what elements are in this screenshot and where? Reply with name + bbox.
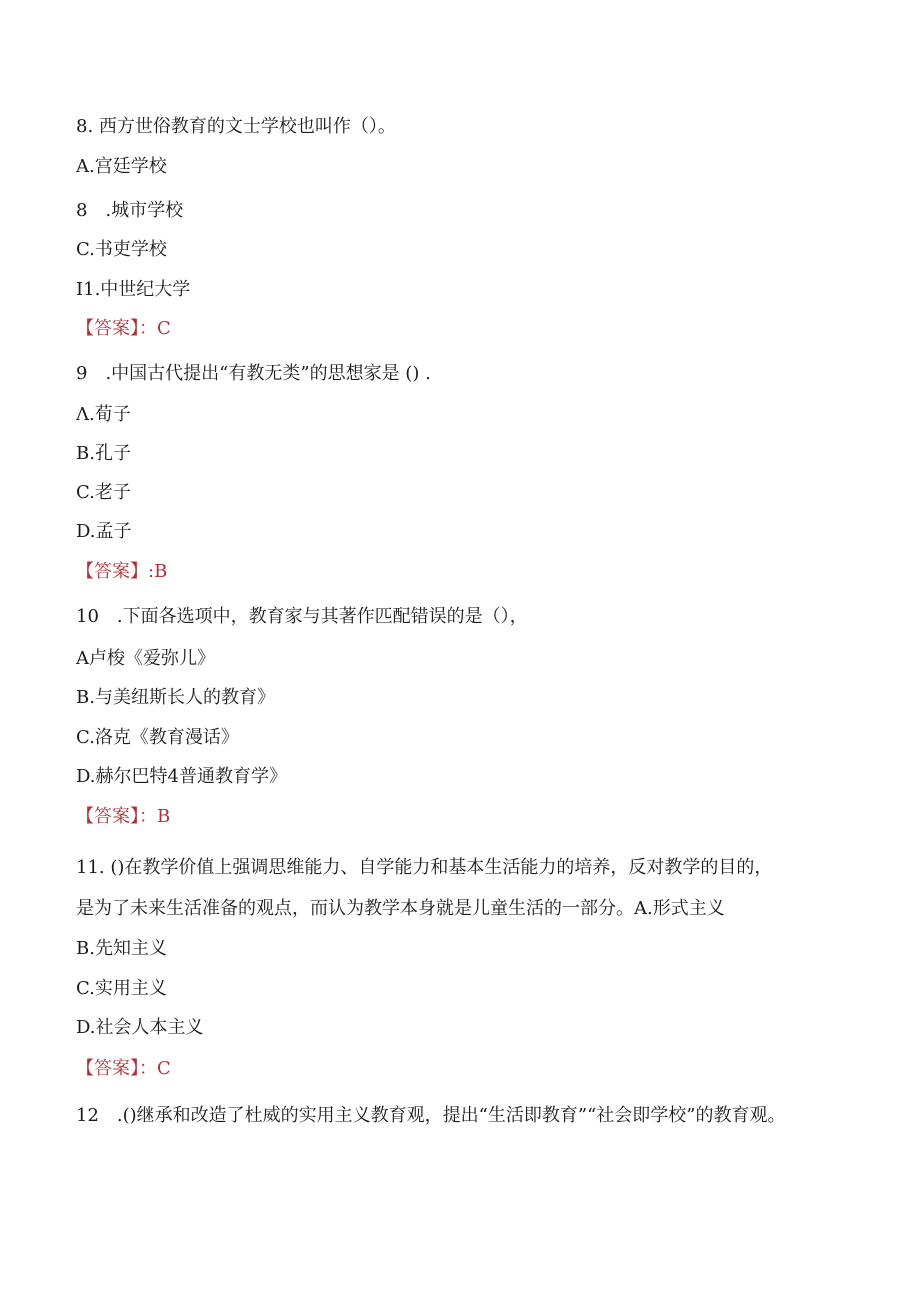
question-9-option-c: C.老子 bbox=[76, 482, 131, 503]
question-8-option-a: A.宫廷学校 bbox=[76, 156, 167, 177]
question-11-answer: 【答案】：C bbox=[76, 1058, 171, 1079]
question-12-stem: 12 .()继承和改造了杜威的实用主义教育观，提出“生活即教育”“社会即学校”的教育观。 bbox=[76, 1105, 786, 1126]
question-8-answer: 【答案】：C bbox=[76, 318, 171, 339]
question-10-option-a: A卢梭《爱弥儿》 bbox=[76, 648, 215, 669]
question-11-option-d: D.社会人本主义 bbox=[76, 1017, 204, 1038]
question-11-stem-line-1: 11. ()在教学价值上强调思维能力、自学能力和基本生活能力的培养，反对教学的目的， bbox=[76, 857, 773, 878]
question-10-stem: 10 .下面各选项中，教育家与其著作匹配错误的是（）， bbox=[76, 606, 528, 627]
question-10-option-b: B.与美纽斯长人的教育》 bbox=[76, 687, 275, 708]
question-8-option-c: C.书吏学校 bbox=[76, 239, 167, 260]
question-10-answer: 【答案】：B bbox=[76, 806, 171, 827]
question-9-option-d: D.孟子 bbox=[76, 521, 132, 542]
question-11-option-c: C.实用主义 bbox=[76, 978, 167, 999]
question-11-stem-line-2: 是为了未来生活准备的观点，而认为教学本身就是儿童生活的一部分。A.形式主义 bbox=[76, 898, 725, 919]
question-10-option-c: C.洛克《教育漫话》 bbox=[76, 727, 239, 748]
question-8-stem: 8. 西方世俗教育的文士学校也叫作（）。 bbox=[76, 116, 396, 137]
question-8-option-d: I1.中世纪大学 bbox=[76, 279, 191, 300]
question-10-option-d: D.赫尔巴特4普通教育学》 bbox=[76, 766, 287, 787]
question-8-option-b: 8 .城市学校 bbox=[76, 200, 184, 221]
question-11-option-b: B.先知主义 bbox=[76, 938, 167, 959]
question-9-stem: 9 .中国古代提出“有教无类”的思想家是 () . bbox=[76, 363, 431, 384]
question-9-answer: 【答案】:B bbox=[76, 561, 168, 582]
question-9-option-a: Λ.荀子 bbox=[76, 404, 131, 425]
question-9-option-b: B.孔子 bbox=[76, 443, 131, 464]
